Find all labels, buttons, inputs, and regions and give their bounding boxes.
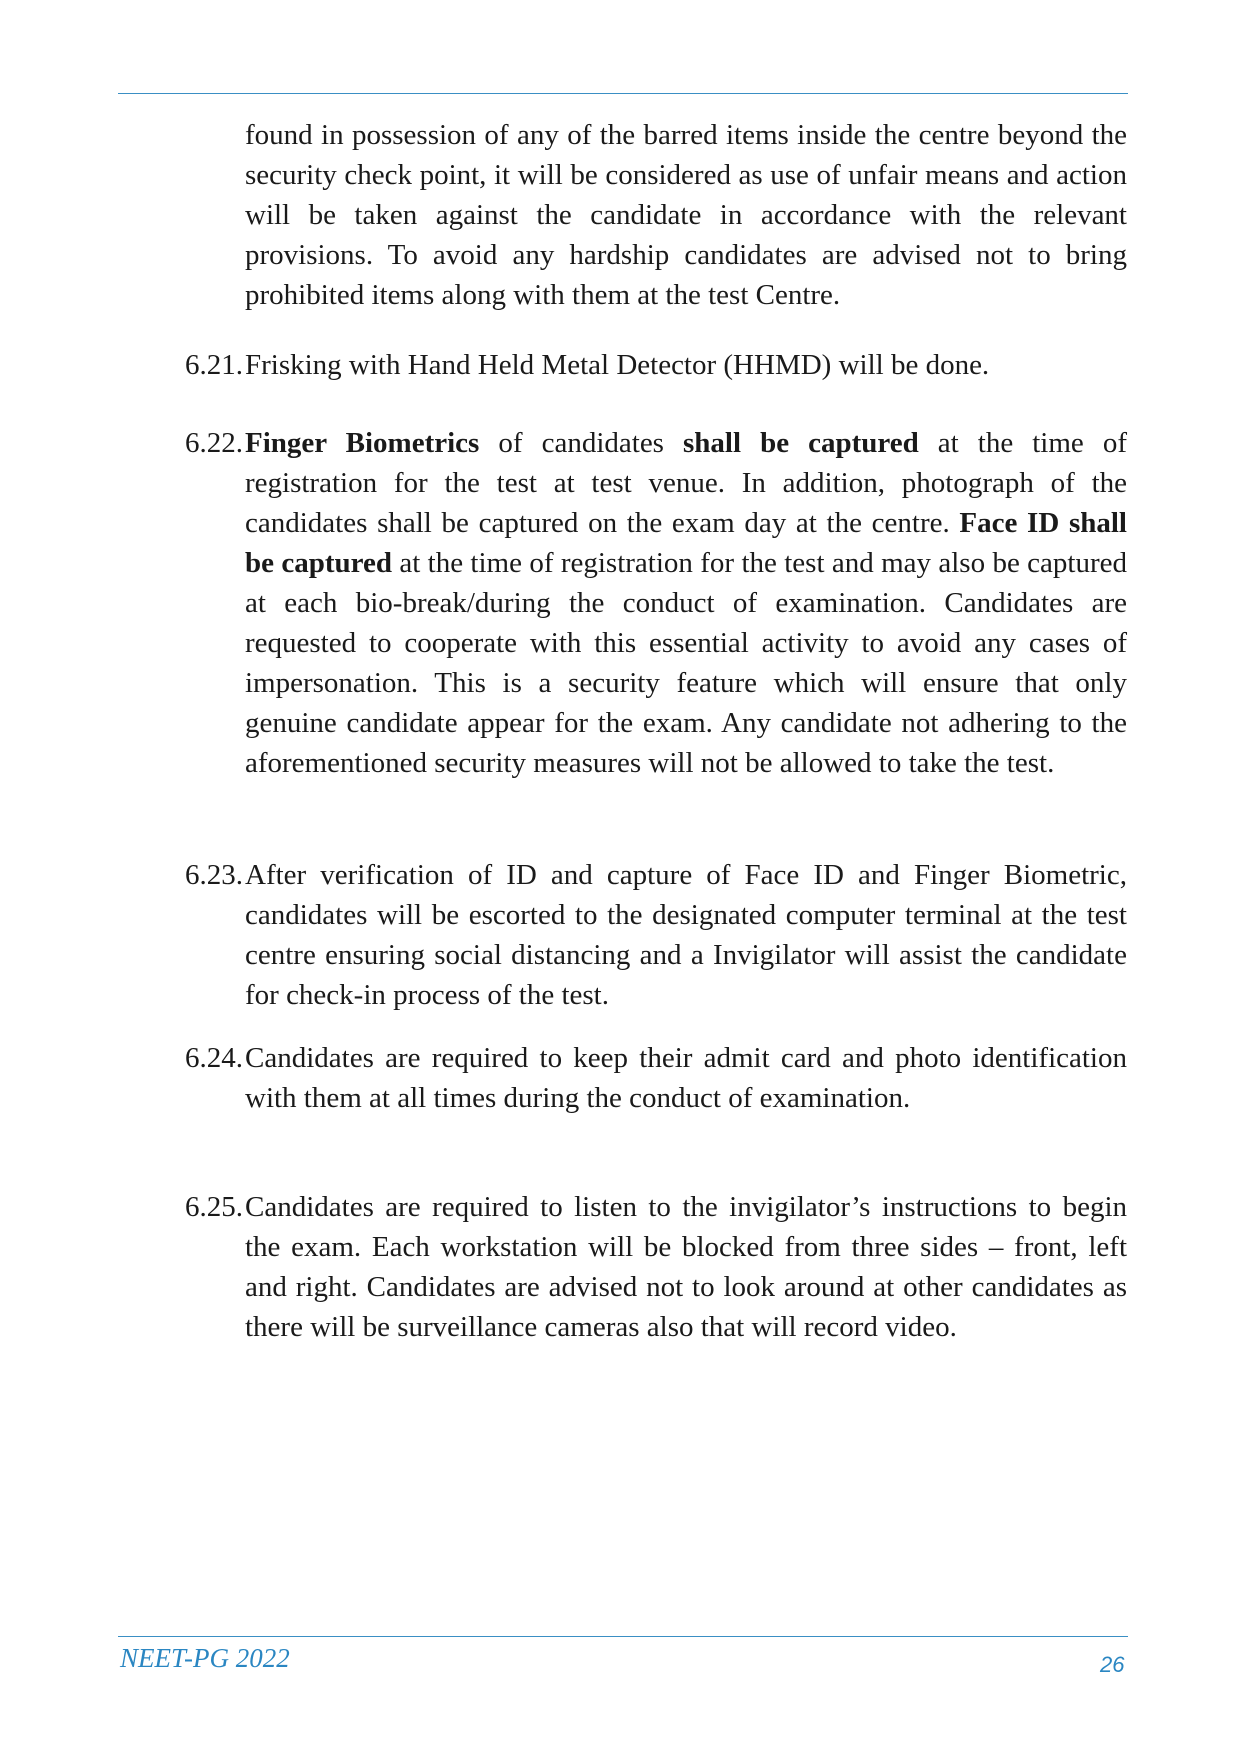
text-run: of candidates	[479, 427, 684, 459]
clause-6-25	[185, 1187, 1127, 1347]
footer-title: NEET-PG 2022	[120, 1643, 290, 1673]
clause-number: 6.22.	[185, 427, 243, 459]
bold-phrase: Finger Biometrics	[245, 427, 480, 459]
clause-6-23	[185, 855, 1127, 1015]
clause-6-24	[185, 1038, 1127, 1118]
header-rule	[118, 93, 1128, 94]
text-run: at the time of registration for the test and may also be captured at each bio-break/during the conduct of examination. Candidates are requested to cooperate with this essential activity to avoid any cases of impersonation. This is a security feature which will ensure that only genuine candidate appear for the exam. Any candidate not adhering to the aforementioned security measures will not be allowed to take the test.	[245, 547, 1128, 779]
bold-phrase: Face ID shall be captured	[245, 507, 1127, 579]
clause-number: 6.25.	[185, 1191, 243, 1223]
clause-text: Candidates are required to keep their admit card and photo identification with them at all times during the conduct of examination.	[245, 1042, 1127, 1114]
clause-6-22	[185, 423, 1127, 783]
page-number: 26	[1100, 1652, 1125, 1677]
clause-number: 6.21.	[185, 349, 243, 381]
clause-number: 6.24.	[185, 1042, 243, 1074]
clause-6-21	[185, 345, 1127, 385]
clause-text: Frisking with Hand Held Metal Detector (HHMD) will be done.	[245, 349, 990, 381]
clause-text: Candidates are required to listen to the invigilator’s instructions to begin the exam. Each workstation will be blocked from three sides – front, left and right. Candidates are advised not to look around at other candidates as there will be surveillance cameras also that will record video.	[245, 1191, 1127, 1343]
text-run: at the time of registration for the test at test venue. In addition, photograph of the candidates shall be captured on the exam day at the centre.	[245, 427, 1127, 539]
continuation-paragraph: found in possession of any of the barred items inside the centre beyond the security check point, it will be considered as use of unfair means and action will be taken against the candidate in accordance with the relevant provisions. To avoid any hardship candidates are advised not to bring prohibited items along with them at the test Centre.	[245, 119, 1127, 311]
clause-text	[245, 423, 1127, 783]
clause-number: 6.23.	[185, 859, 243, 891]
footer-rule	[118, 1636, 1128, 1637]
clause-text: After verification of ID and capture of Face ID and Finger Biometric, candidates will be escorted to the designated computer terminal at the test centre ensuring social distancing and a Invigilator will assist the candidate for check-in process of the test.	[245, 859, 1127, 1011]
bold-phrase: shall be captured	[683, 427, 919, 459]
